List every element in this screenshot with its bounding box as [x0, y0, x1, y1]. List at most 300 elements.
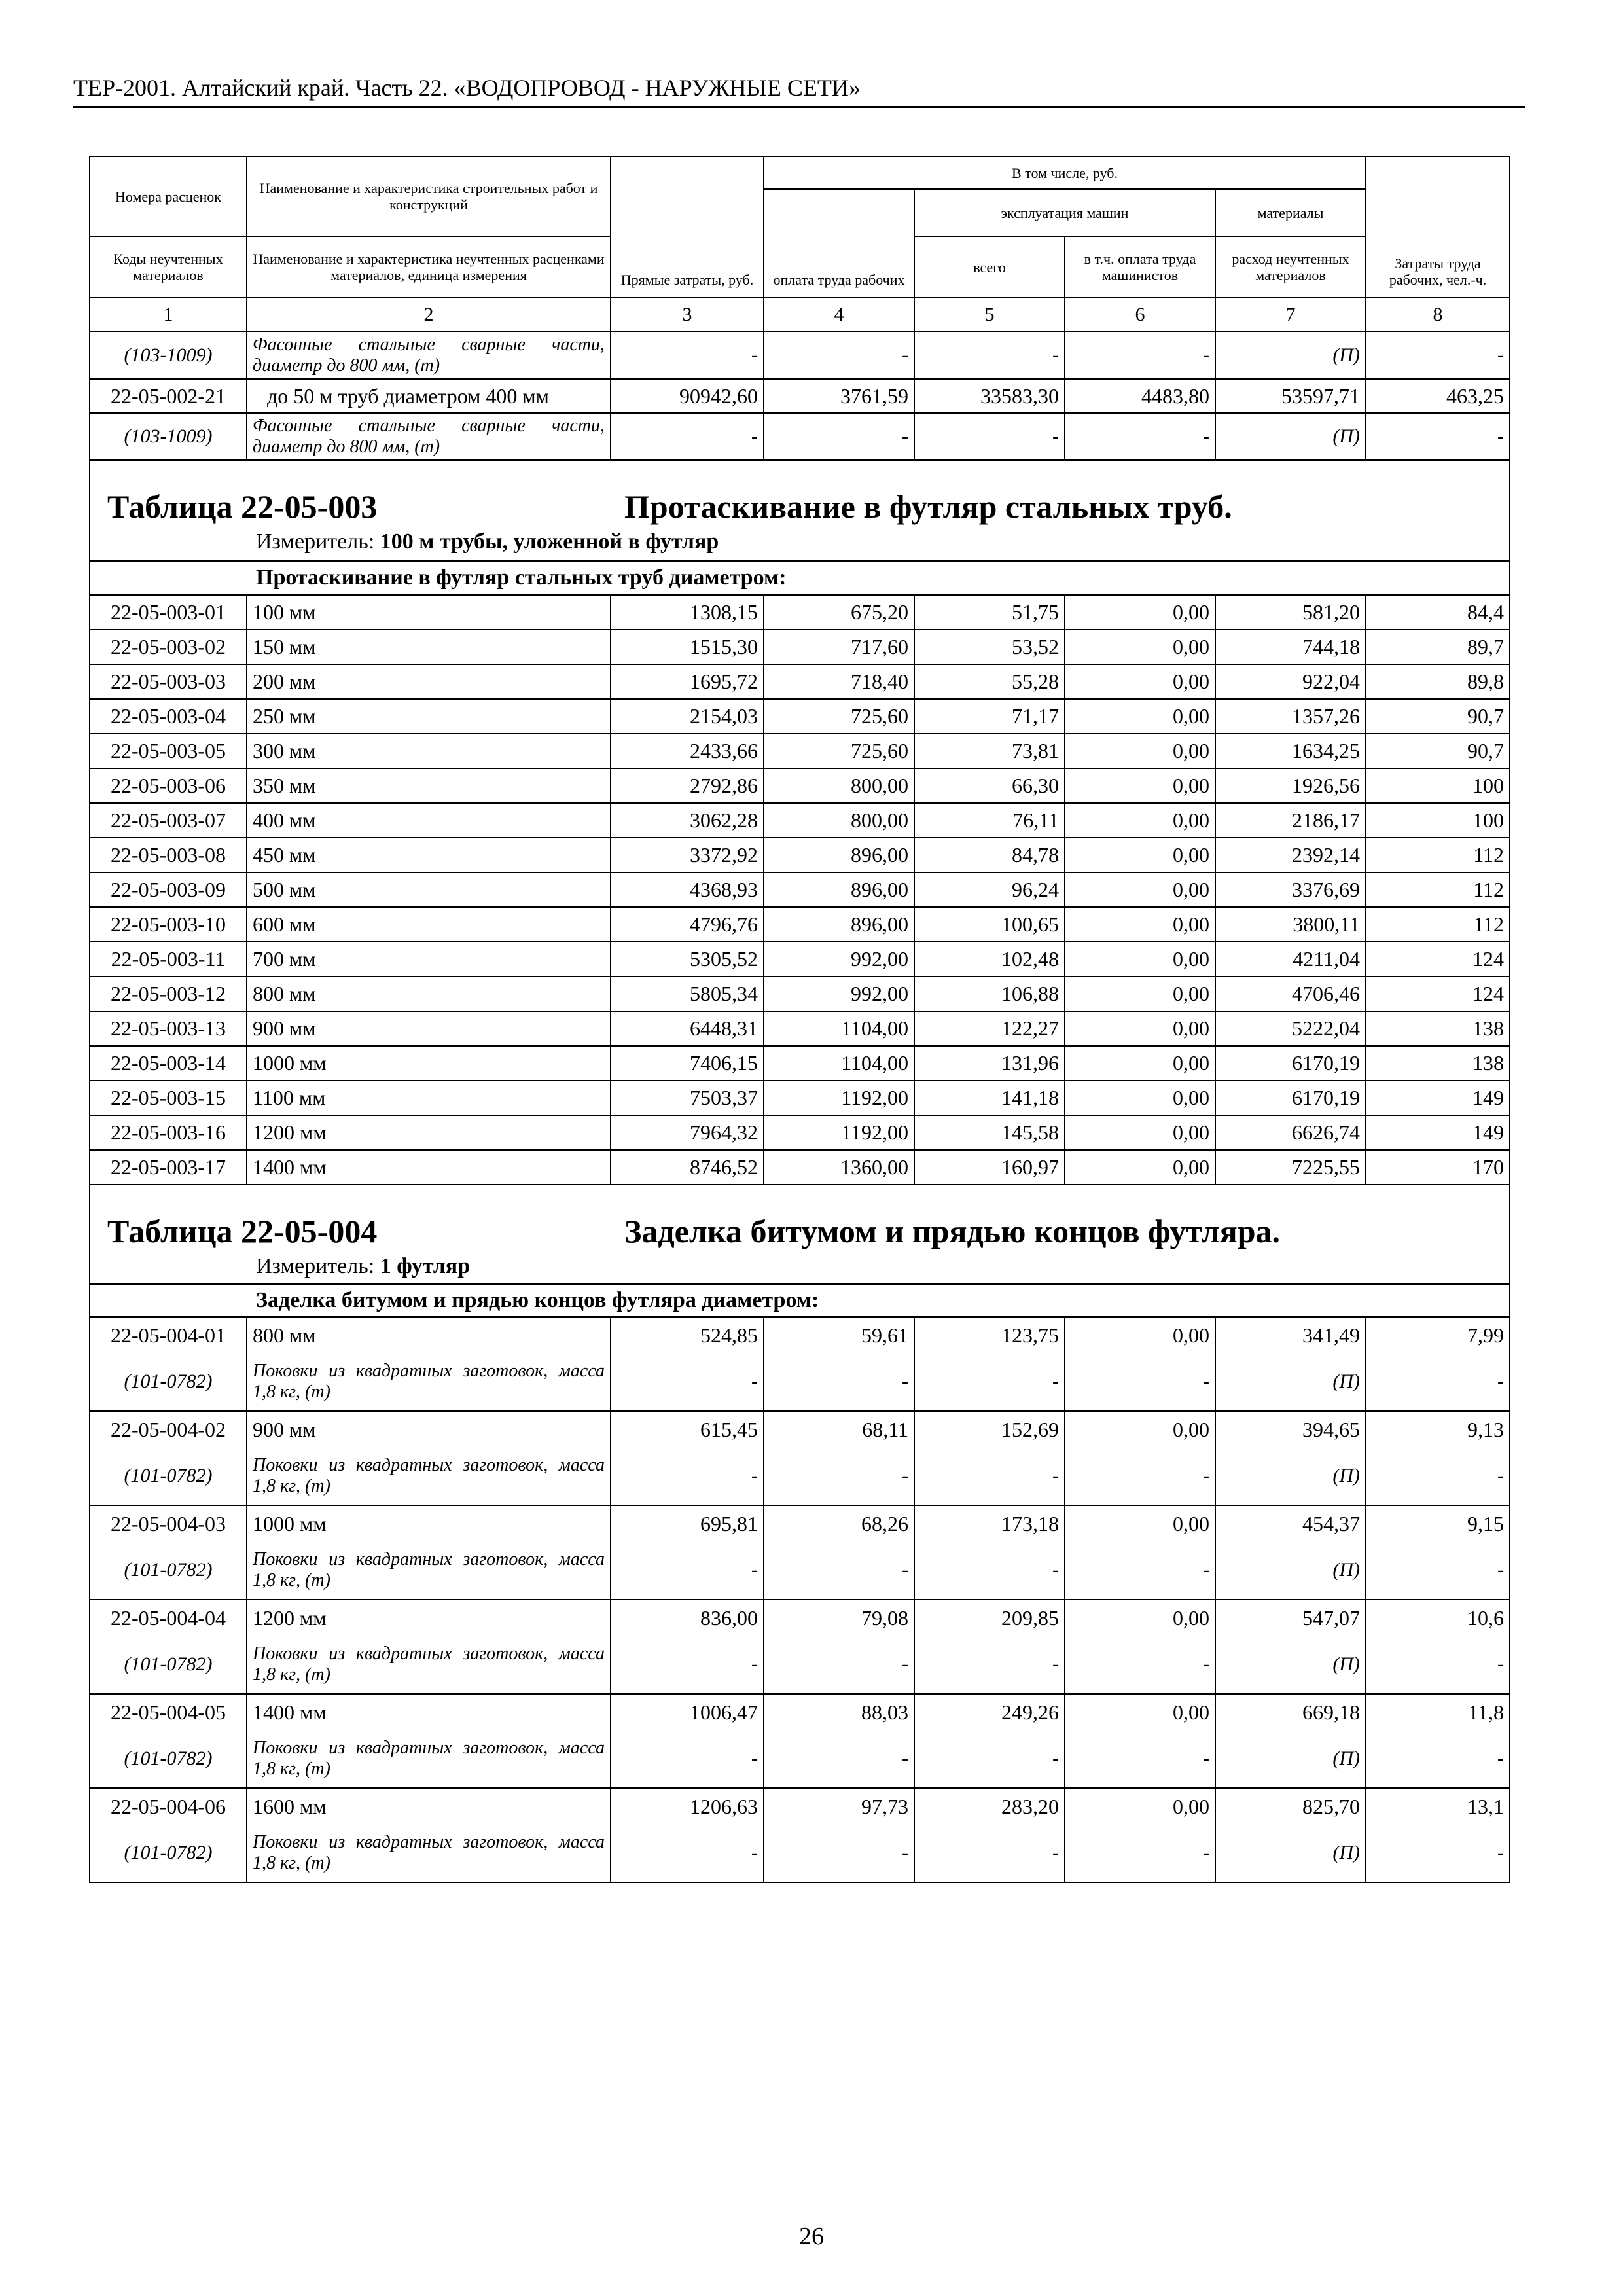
cell-value: 76,11 — [914, 803, 1065, 838]
rate-code: 22-05-003-15 — [90, 1081, 247, 1115]
cell-value: 4706,46 — [1215, 977, 1366, 1011]
cell-value: 675,20 — [764, 595, 914, 630]
cell-value: 84,4 — [1366, 595, 1510, 630]
col-machines-labor: в т.ч. оплата труда машинистов — [1065, 236, 1215, 298]
cell-value: 84,78 — [914, 838, 1065, 872]
table-row — [90, 664, 1510, 699]
cell-value: 0,00 — [1065, 942, 1215, 977]
cell-value: - — [1065, 1541, 1215, 1600]
cell-value: 0,00 — [1065, 595, 1215, 630]
cell-value: 669,18 — [1215, 1694, 1366, 1730]
cell-value: 581,20 — [1215, 595, 1366, 630]
rate-code: 22-05-003-14 — [90, 1046, 247, 1081]
cell-value: 51,75 — [914, 595, 1065, 630]
cell-value: 7,99 — [1366, 1317, 1510, 1353]
subheading-row — [90, 561, 1510, 595]
cell-value: 394,65 — [1215, 1411, 1366, 1447]
cell-value: - — [611, 332, 764, 379]
cell-value: (П) — [1215, 1824, 1366, 1882]
cell-value: 1192,00 — [764, 1081, 914, 1115]
cell-value: 7964,32 — [611, 1115, 764, 1150]
cell-value: 6170,19 — [1215, 1081, 1366, 1115]
cell-value: 100,65 — [914, 907, 1065, 942]
page-number: 26 — [799, 2223, 824, 2250]
rate-code: 22-05-003-02 — [90, 630, 247, 664]
header-rule — [73, 106, 1525, 108]
rate-name: 350 мм — [247, 768, 611, 803]
cell-value: 341,49 — [1215, 1317, 1366, 1353]
rate-name: 900 мм — [247, 1011, 611, 1046]
cell-value: 100 — [1366, 803, 1510, 838]
cell-value: - — [914, 413, 1065, 460]
cell-value: - — [611, 413, 764, 460]
cell-value: 160,97 — [914, 1150, 1065, 1185]
rate-name: 1200 мм — [247, 1600, 611, 1636]
cell-value: 6626,74 — [1215, 1115, 1366, 1150]
cell-value: 3376,69 — [1215, 872, 1366, 907]
material-code: (103-1009) — [90, 413, 247, 460]
price-table — [89, 156, 1510, 1883]
cell-value: 0,00 — [1065, 1081, 1215, 1115]
meter-label: Измеритель: — [256, 1254, 375, 1278]
cell-value: 131,96 — [914, 1046, 1065, 1081]
cell-value: 2392,14 — [1215, 838, 1366, 872]
table-title: Протаскивание в футляр стальных труб. — [624, 488, 1232, 525]
cell-value: - — [1366, 1730, 1510, 1788]
uncounted-material-row — [90, 413, 1510, 460]
cell-value: 8746,52 — [611, 1150, 764, 1185]
uncounted-material-row — [90, 1824, 1510, 1882]
rate-code: 22-05-003-10 — [90, 907, 247, 942]
cell-value: - — [764, 1636, 914, 1694]
cell-value: 718,40 — [764, 664, 914, 699]
rate-code: 22-05-004-04 — [90, 1600, 247, 1636]
cell-value: - — [1065, 332, 1215, 379]
cell-value: - — [764, 1824, 914, 1882]
meter-value: 100 м трубы, уложенной в футляр — [380, 529, 719, 554]
cell-value: - — [764, 1730, 914, 1788]
material-name: Поковки из квадратных заготовок, масса 1,8 кг, (т) — [247, 1541, 611, 1600]
col-uncounted-codes: Коды неучтенных материалов — [90, 236, 247, 298]
cell-value: 9,13 — [1366, 1411, 1510, 1447]
cell-value: - — [1065, 1636, 1215, 1694]
cell-value: 53,52 — [914, 630, 1065, 664]
cell-value: - — [914, 1541, 1065, 1600]
col-machines-total: всего — [914, 236, 1065, 298]
rate-name: 250 мм — [247, 699, 611, 734]
table-row — [90, 942, 1510, 977]
table-title-block — [90, 460, 1510, 561]
table-row — [90, 1505, 1510, 1541]
cell-value: - — [1366, 1636, 1510, 1694]
cell-value: 463,25 — [1366, 379, 1510, 413]
table-row — [90, 1788, 1510, 1824]
rate-code: 22-05-004-02 — [90, 1411, 247, 1447]
cell-value: - — [1065, 1824, 1215, 1882]
cell-value: - — [914, 1447, 1065, 1505]
table-subheading: Протаскивание в футляр стальных труб диаметром: — [90, 561, 1510, 595]
cell-value: 112 — [1366, 838, 1510, 872]
cell-value: 3800,11 — [1215, 907, 1366, 942]
material-name: Поковки из квадратных заготовок, масса 1,8 кг, (т) — [247, 1353, 611, 1411]
material-code: (101-0782) — [90, 1353, 247, 1411]
cell-value: - — [1065, 1730, 1215, 1788]
cell-value: 992,00 — [764, 977, 914, 1011]
cell-value: 5305,52 — [611, 942, 764, 977]
cell-value: - — [914, 1636, 1065, 1694]
col-uncounted-consumption: расход неучтенных материалов — [1215, 236, 1366, 298]
cell-value: 170 — [1366, 1150, 1510, 1185]
cell-value: (П) — [1215, 332, 1366, 379]
rate-code: 22-05-003-13 — [90, 1011, 247, 1046]
cell-value: 6448,31 — [611, 1011, 764, 1046]
cell-value: - — [1065, 413, 1215, 460]
cell-value: 1104,00 — [764, 1046, 914, 1081]
cell-value: 1104,00 — [764, 1011, 914, 1046]
cell-value: 71,17 — [914, 699, 1065, 734]
cell-value: 0,00 — [1065, 1150, 1215, 1185]
cell-value: - — [764, 332, 914, 379]
uncounted-material-row — [90, 1636, 1510, 1694]
column-numbers-row — [90, 298, 1510, 332]
table-title-row — [90, 1185, 1510, 1284]
cell-value: - — [764, 1353, 914, 1411]
rate-name: 1400 мм — [247, 1150, 611, 1185]
material-name: Поковки из квадратных заготовок, масса 1,8 кг, (т) — [247, 1824, 611, 1882]
cell-value: 0,00 — [1065, 872, 1215, 907]
col-materials: материалы — [1215, 189, 1366, 236]
cell-value: 173,18 — [914, 1505, 1065, 1541]
cell-value: - — [611, 1447, 764, 1505]
cell-value: 3062,28 — [611, 803, 764, 838]
uncounted-material-row — [90, 1447, 1510, 1505]
col-number: 1 — [90, 298, 247, 332]
rate-code: 22-05-003-06 — [90, 768, 247, 803]
cell-value: 124 — [1366, 977, 1510, 1011]
cell-value: 33583,30 — [914, 379, 1065, 413]
cell-value: - — [914, 1824, 1065, 1882]
cell-value: 149 — [1366, 1115, 1510, 1150]
meter-value: 1 футляр — [380, 1254, 471, 1278]
cell-value: 2792,86 — [611, 768, 764, 803]
cell-value: (П) — [1215, 1541, 1366, 1600]
cell-value: - — [1366, 1824, 1510, 1882]
cell-value: 744,18 — [1215, 630, 1366, 664]
cell-value: 695,81 — [611, 1505, 764, 1541]
cell-value: 0,00 — [1065, 1011, 1215, 1046]
cell-value: 73,81 — [914, 734, 1065, 768]
rate-code: 22-05-003-12 — [90, 977, 247, 1011]
cell-value: 1357,26 — [1215, 699, 1366, 734]
cell-value: 96,24 — [914, 872, 1065, 907]
cell-value: 0,00 — [1065, 699, 1215, 734]
cell-value: 454,37 — [1215, 1505, 1366, 1541]
cell-value: 0,00 — [1065, 1788, 1215, 1824]
cell-value: 89,8 — [1366, 664, 1510, 699]
col-name: Наименование и характеристика строительных работ и конструкций — [247, 156, 611, 236]
cell-value: - — [764, 1541, 914, 1600]
cell-value: 922,04 — [1215, 664, 1366, 699]
col-rate-no: Номера расценок — [90, 156, 247, 236]
cell-value: 4211,04 — [1215, 942, 1366, 977]
table-row — [90, 977, 1510, 1011]
cell-value: 717,60 — [764, 630, 914, 664]
rate-code: 22-05-003-07 — [90, 803, 247, 838]
rate-name: 700 мм — [247, 942, 611, 977]
cell-value: (П) — [1215, 1636, 1366, 1694]
rate-code: 22-05-004-03 — [90, 1505, 247, 1541]
subheading-row — [90, 1284, 1510, 1317]
material-code: (103-1009) — [90, 332, 247, 379]
rate-code: 22-05-003-08 — [90, 838, 247, 872]
table-row — [90, 1011, 1510, 1046]
cell-value: - — [1366, 413, 1510, 460]
uncounted-material-row — [90, 1541, 1510, 1600]
rate-name: 200 мм — [247, 664, 611, 699]
cell-value: 7503,37 — [611, 1081, 764, 1115]
cell-value: 102,48 — [914, 942, 1065, 977]
cell-value: 5805,34 — [611, 977, 764, 1011]
cell-value: 3372,92 — [611, 838, 764, 872]
col-labor-pay: оплата труда рабочих — [764, 189, 914, 298]
cell-value: 615,45 — [611, 1411, 764, 1447]
table-title-row — [90, 460, 1510, 561]
cell-value: 836,00 — [611, 1600, 764, 1636]
rate-name: 1000 мм — [247, 1505, 611, 1541]
cell-value: 0,00 — [1065, 977, 1215, 1011]
cell-value: 3761,59 — [764, 379, 914, 413]
cell-value: 7406,15 — [611, 1046, 764, 1081]
cell-value: 55,28 — [914, 664, 1065, 699]
cell-value: 138 — [1366, 1011, 1510, 1046]
cell-value: 1006,47 — [611, 1694, 764, 1730]
cell-value: 0,00 — [1065, 664, 1215, 699]
cell-value: 0,00 — [1065, 734, 1215, 768]
cell-value: 9,15 — [1366, 1505, 1510, 1541]
rate-name: 300 мм — [247, 734, 611, 768]
cell-value: 825,70 — [1215, 1788, 1366, 1824]
cell-value: 0,00 — [1065, 907, 1215, 942]
header-row-1 — [90, 156, 1510, 189]
rate-name: 900 мм — [247, 1411, 611, 1447]
cell-value: 89,7 — [1366, 630, 1510, 664]
table-row — [90, 768, 1510, 803]
cell-value: 10,6 — [1366, 1600, 1510, 1636]
cell-value: - — [611, 1730, 764, 1788]
cell-value: 11,8 — [1366, 1694, 1510, 1730]
cell-value: 524,85 — [611, 1317, 764, 1353]
table-label: Таблица 22-05-003 — [107, 488, 378, 525]
rate-code: 22-05-003-01 — [90, 595, 247, 630]
cell-value: - — [1366, 1353, 1510, 1411]
table-row — [90, 1411, 1510, 1447]
table-004-body — [90, 1317, 1510, 1882]
cell-value: 2433,66 — [611, 734, 764, 768]
running-header: ТЕР-2001. Алтайский край. Часть 22. «ВОДОПРОВОД - НАРУЖНЫЕ СЕТИ» — [73, 75, 861, 101]
cell-value: 13,1 — [1366, 1788, 1510, 1824]
rate-name: 150 мм — [247, 630, 611, 664]
cell-value: 0,00 — [1065, 803, 1215, 838]
col-number: 8 — [1366, 298, 1510, 332]
rate-name: 1000 мм — [247, 1046, 611, 1081]
table-row — [90, 872, 1510, 907]
cell-value: - — [914, 1730, 1065, 1788]
table-row — [90, 1317, 1510, 1353]
material-name: Поковки из квадратных заготовок, масса 1,8 кг, (т) — [247, 1447, 611, 1505]
cell-value: 1360,00 — [764, 1150, 914, 1185]
cell-value: 149 — [1366, 1081, 1510, 1115]
col-number: 4 — [764, 298, 914, 332]
cell-value: 90,7 — [1366, 734, 1510, 768]
rate-name: 500 мм — [247, 872, 611, 907]
cell-value: - — [611, 1636, 764, 1694]
cell-value: 2154,03 — [611, 699, 764, 734]
table-row — [90, 699, 1510, 734]
rate-code: 22-05-004-01 — [90, 1317, 247, 1353]
cell-value: 0,00 — [1065, 1046, 1215, 1081]
cell-value: - — [764, 413, 914, 460]
table-row — [90, 1600, 1510, 1636]
table-meter — [256, 1253, 470, 1280]
cell-value: 800,00 — [764, 768, 914, 803]
table-row — [90, 595, 1510, 630]
col-labor-costs: Затраты труда рабочих, чел.-ч. — [1366, 156, 1510, 298]
rate-name: 1400 мм — [247, 1694, 611, 1730]
cell-value: 249,26 — [914, 1694, 1065, 1730]
rate-code: 22-05-003-04 — [90, 699, 247, 734]
rate-code: 22-05-003-09 — [90, 872, 247, 907]
cell-value: 145,58 — [914, 1115, 1065, 1150]
material-code: (101-0782) — [90, 1541, 247, 1600]
cell-value: 88,03 — [764, 1694, 914, 1730]
material-name: Поковки из квадратных заготовок, масса 1,8 кг, (т) — [247, 1730, 611, 1788]
col-number: 3 — [611, 298, 764, 332]
uncounted-material-row — [90, 332, 1510, 379]
cell-value: 53597,71 — [1215, 379, 1366, 413]
cell-value: 0,00 — [1065, 1317, 1215, 1353]
rate-code: 22-05-003-16 — [90, 1115, 247, 1150]
cell-value: 800,00 — [764, 803, 914, 838]
rate-name: 1100 мм — [247, 1081, 611, 1115]
cell-value: - — [914, 332, 1065, 379]
cell-value: 725,60 — [764, 699, 914, 734]
cell-value: 122,27 — [914, 1011, 1065, 1046]
col-machine-operation: эксплуатация машин — [914, 189, 1215, 236]
table-subheading: Заделка битумом и прядью концов футляра диаметром: — [90, 1284, 1510, 1317]
cell-value: 6170,19 — [1215, 1046, 1366, 1081]
cell-value: 112 — [1366, 907, 1510, 942]
cell-value: 896,00 — [764, 907, 914, 942]
material-code: (101-0782) — [90, 1447, 247, 1505]
table-label: Таблица 22-05-004 — [107, 1213, 378, 1249]
cell-value: 1308,15 — [611, 595, 764, 630]
rate-name: 400 мм — [247, 803, 611, 838]
col-number: 2 — [247, 298, 611, 332]
table-row — [90, 838, 1510, 872]
cell-value: 90942,60 — [611, 379, 764, 413]
cell-value: - — [914, 1353, 1065, 1411]
cell-value: - — [611, 1824, 764, 1882]
cell-value: 0,00 — [1065, 1505, 1215, 1541]
col-including: В том числе, руб. — [764, 156, 1366, 189]
cell-value: 152,69 — [914, 1411, 1065, 1447]
cell-value: 0,00 — [1065, 1694, 1215, 1730]
cell-value: - — [1065, 1353, 1215, 1411]
material-code: (101-0782) — [90, 1730, 247, 1788]
cell-value: 725,60 — [764, 734, 914, 768]
cell-value: 0,00 — [1065, 838, 1215, 872]
table-row — [90, 1046, 1510, 1081]
cell-value: 123,75 — [914, 1317, 1065, 1353]
cell-value: (П) — [1215, 1730, 1366, 1788]
table-meter — [256, 529, 719, 555]
cell-value: 4796,76 — [611, 907, 764, 942]
cell-value: 0,00 — [1065, 1411, 1215, 1447]
cell-value: - — [1366, 1447, 1510, 1505]
cell-value: 0,00 — [1065, 1600, 1215, 1636]
table-row — [90, 1150, 1510, 1185]
cell-value: - — [1366, 1541, 1510, 1600]
material-name: Поковки из квадратных заготовок, масса 1,8 кг, (т) — [247, 1636, 611, 1694]
cell-value: 90,7 — [1366, 699, 1510, 734]
uncounted-material-row — [90, 1730, 1510, 1788]
cell-value: 124 — [1366, 942, 1510, 977]
rate-row — [90, 379, 1510, 413]
rate-name: 1600 мм — [247, 1788, 611, 1824]
cell-value: (П) — [1215, 413, 1366, 460]
cell-value: 79,08 — [764, 1600, 914, 1636]
table-row — [90, 907, 1510, 942]
col-number: 7 — [1215, 298, 1366, 332]
cell-value: - — [611, 1541, 764, 1600]
rate-code: 22-05-003-05 — [90, 734, 247, 768]
cell-value: 5222,04 — [1215, 1011, 1366, 1046]
cell-value: 4483,80 — [1065, 379, 1215, 413]
rate-code: 22-05-003-03 — [90, 664, 247, 699]
cell-value: 1206,63 — [611, 1788, 764, 1824]
cell-value: - — [611, 1353, 764, 1411]
rate-name: до 50 м труб диаметром 400 мм — [247, 379, 611, 413]
table-row — [90, 630, 1510, 664]
cell-value: 68,11 — [764, 1411, 914, 1447]
cell-value: - — [764, 1447, 914, 1505]
cell-value: 547,07 — [1215, 1600, 1366, 1636]
cell-value: 0,00 — [1065, 768, 1215, 803]
cell-value: 1926,56 — [1215, 768, 1366, 803]
table-row — [90, 803, 1510, 838]
cell-value: 0,00 — [1065, 1115, 1215, 1150]
table-row — [90, 1115, 1510, 1150]
material-code: (101-0782) — [90, 1636, 247, 1694]
rate-code: 22-05-003-11 — [90, 942, 247, 977]
table-title: Заделка битумом и прядью концов футляра. — [624, 1213, 1281, 1249]
cell-value: 1634,25 — [1215, 734, 1366, 768]
cell-value: 209,85 — [914, 1600, 1065, 1636]
col-uncounted-names: Наименование и характеристика неучтенных расценками материалов, единица измерения — [247, 236, 611, 298]
cell-value: (П) — [1215, 1353, 1366, 1411]
table-003-body — [90, 595, 1510, 1185]
col-number: 5 — [914, 298, 1065, 332]
cell-value: - — [1065, 1447, 1215, 1505]
cell-value: 7225,55 — [1215, 1150, 1366, 1185]
cell-value: 100 — [1366, 768, 1510, 803]
cell-value: 1695,72 — [611, 664, 764, 699]
cell-value: 141,18 — [914, 1081, 1065, 1115]
table-row — [90, 1694, 1510, 1730]
cell-value: 68,26 — [764, 1505, 914, 1541]
table-row — [90, 734, 1510, 768]
rate-code: 22-05-004-06 — [90, 1788, 247, 1824]
